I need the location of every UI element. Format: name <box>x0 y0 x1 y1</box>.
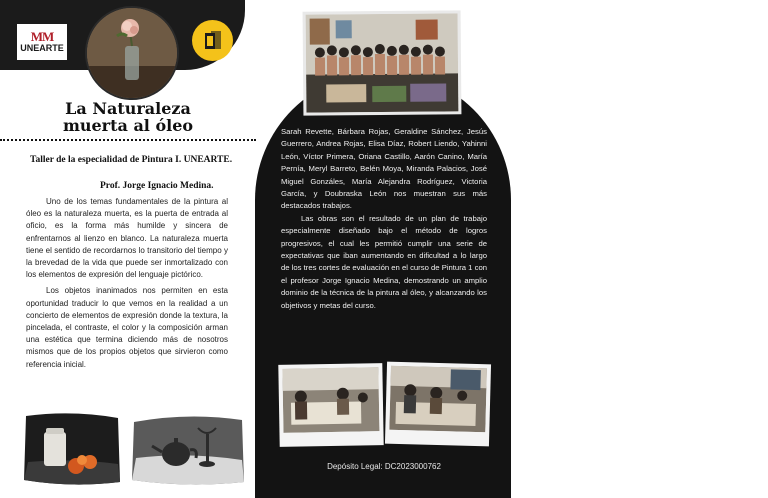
still-life-painting-jar <box>22 410 122 488</box>
still-life-rose-photo <box>85 6 179 100</box>
intro-text <box>26 196 228 371</box>
brand-mark-icon <box>201 29 225 53</box>
dotted-divider <box>0 139 256 141</box>
page-title <box>28 100 228 134</box>
class-photo-1 <box>278 363 383 447</box>
results-paragraph: Las obras son el resultado de un plan de trabajo especialmente diseñado bajo el método de logros progresivos, el cual les permitió cumplir una serie de expectativas que iban aumentando en dificultad a lo largo de los tres cortes de evaluación en el curso de Pintura 1 con el profesor Jorge Ignacio Medina, demostrando un amplio dominio de la técnica de la pintura al óleo, y alcanzando los objetivos y metas del curso. <box>281 213 487 310</box>
legal-deposit: Depósito Legal: DC2023000762 <box>327 462 441 471</box>
class-photo-2 <box>385 362 491 447</box>
intro-paragraph-1: Uno de los temas fundamentales de la pintura al óleo es la naturaleza muerta, es la puerta de entrada al oficio, es la forma más humilde y sincera de enfrentarnos al lienzo en blanco. La naturaleza muerta tiene el sentido de recordarnos lo transitorio del tiempo y la brevedad de la vida que puede ser inmortalizado con los elementos de expresión del lenguaje pictórico. <box>26 197 228 280</box>
participants-text <box>281 126 487 312</box>
still-life-painting-teapot <box>128 408 248 488</box>
logo-mark: MM <box>30 29 54 44</box>
yellow-brand-badge <box>192 20 233 61</box>
intro-paragraph-2: Los objetos inanimados nos permiten en esta oportunidad traducir lo que vemos en la realidad a un concierto de elementos de expresión donde la textura, la pincelada, el contraste, el color y la composición arman una estética que termina diciendo más de nosotros mismos que de los propios objetos que sirvieron como referencia inicial. <box>26 286 228 369</box>
title-line-1: La Naturaleza <box>65 99 191 118</box>
group-photo <box>303 10 462 115</box>
workshop-subtitle: Taller de la especialidad de Pintura I. UNEARTE. <box>30 155 233 165</box>
professor-name: Prof. Jorge Ignacio Medina. <box>100 181 214 191</box>
title-line-2: muerta al óleo <box>62 116 194 135</box>
logo-text: UNEARTE <box>20 43 64 53</box>
unearte-logo <box>17 24 67 60</box>
participants-paragraph: Sarah Revette, Bárbara Rojas, Geraldine Sánchez, Jesús Guerrero, Andrea Rojas, Elisa Díaz, Robert Liendo, Yahinni León, Víctor Primera, Oriana Castillo, Aarón Canino, María Pernía, Meryl Barreto, Belén Moya, Miranda Palacios, José Miguel Gonzáles, María Alejandra Rodríguez, Victoria García, y Doubraska León nos muestran sus más destacados trabajos. <box>281 127 487 211</box>
